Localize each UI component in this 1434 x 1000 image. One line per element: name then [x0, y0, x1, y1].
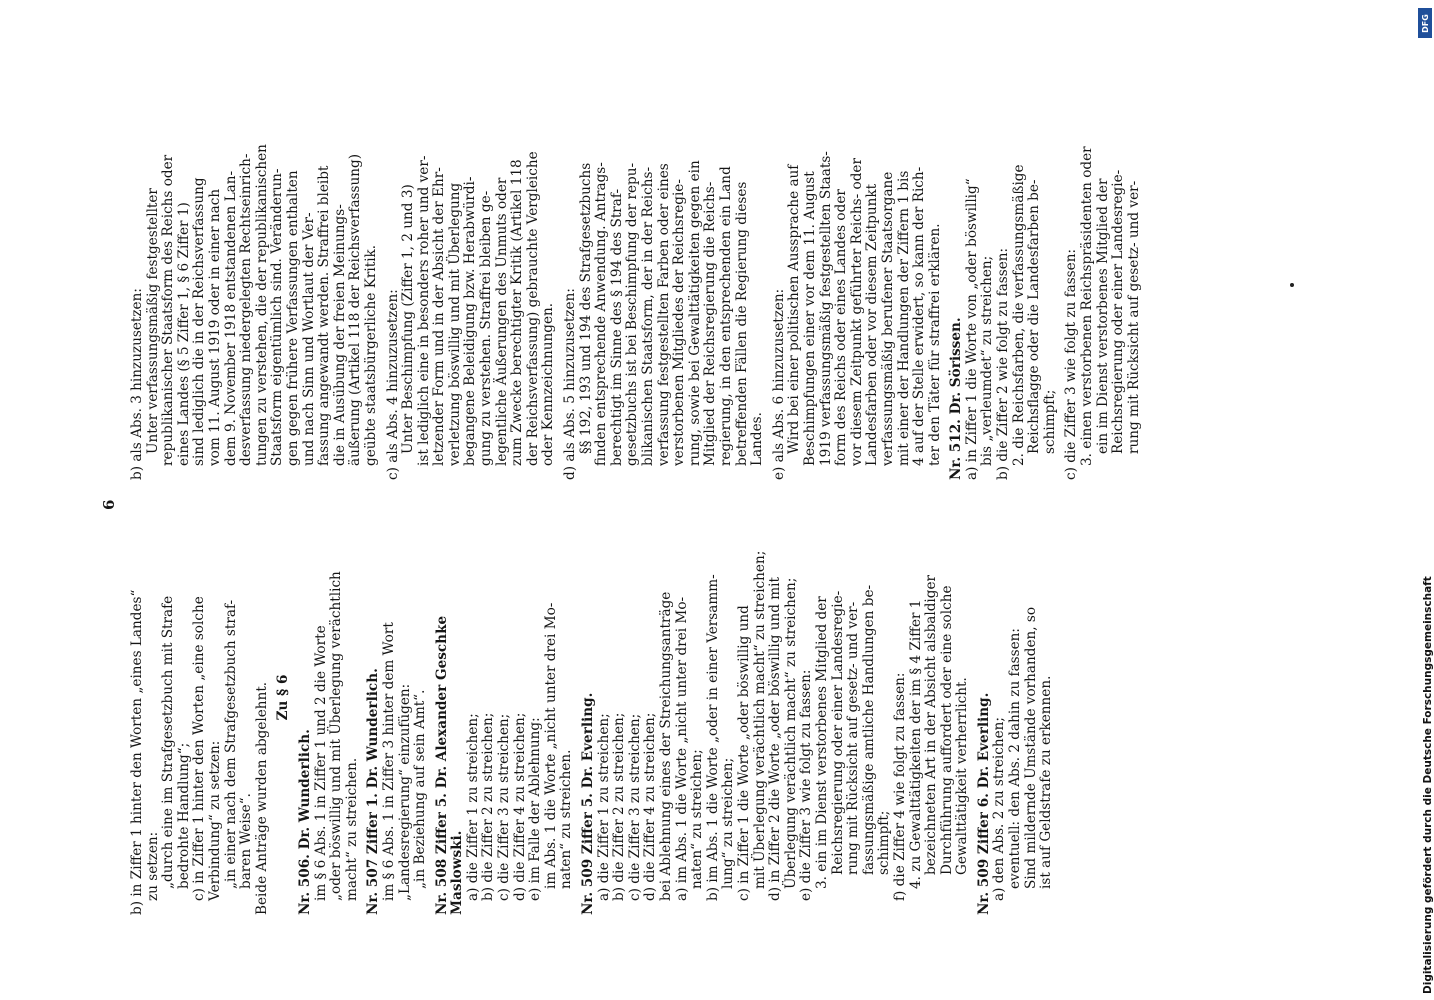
text-line: Beschimpfungen einer vor dem 11. August	[801, 171, 818, 466]
text-line: e) als Abs. 6 hinzuzusetzen:	[770, 288, 787, 480]
text-line: Nr. 506. Dr. Wunderlich.	[296, 729, 313, 915]
text-line: d) als Abs. 5 hinzuzusetzen:	[562, 288, 579, 480]
text-line: „in Beziehung auf sein Amt“.	[412, 689, 429, 889]
left-text-column	[130, 480, 1055, 915]
text-line: f) die Ziffer 4 wie folgt zu fassen:	[891, 672, 908, 901]
text-line: dem 9. November 1918 entstandenen Lan-	[222, 170, 239, 466]
text-line: d) in Ziffer 2 die Worte „oder böswillig und mit	[767, 577, 784, 901]
text-line: bedrohte Handlung“;	[175, 742, 192, 889]
text-line: b) die Ziffer 2 zu streichen;	[611, 712, 628, 901]
text-line: §§ 192, 193 und 194 des Strafgesetzbuchs	[577, 162, 594, 454]
text-line: sind lediglich die in der Reichsverfassung	[191, 177, 208, 466]
text-line: Nr. 509 Ziffer 6. Dr. Everling.	[975, 692, 992, 915]
text-line: fassungsmäßige amtliche Handlungen be-	[860, 584, 877, 875]
text-line: schimpft;	[1041, 389, 1058, 454]
text-line: naten“ zu streichen;	[689, 749, 706, 889]
text-line: verfassungsmäßig berufener Staatsorgane	[879, 171, 896, 466]
text-line: Reichsregierung oder einer Landesregie-	[1110, 169, 1127, 454]
text-line: b) in Ziffer 1 hinter den Worten „eines Landes“	[129, 589, 145, 915]
text-line: Reichsflagge oder die Landesfarben be-	[1026, 179, 1043, 454]
text-line: ter den Täter für straffrei erklären.	[926, 223, 943, 466]
text-line: ist auf Geldstrafe zu erkennen.	[1038, 675, 1055, 889]
text-line: Unter Beschimpfung (Ziffer 1, 2 und 3)	[400, 184, 417, 454]
text-line: form des Reichs oder eines Landes oder	[833, 189, 850, 466]
text-line: geübte staatsbürgerliche Kritik.	[362, 244, 379, 466]
text-line: vor diesem Zeitpunkt geführter Reichs- oder	[848, 158, 865, 466]
dfg-logo-icon	[1418, 8, 1432, 38]
text-line: Nr. 507 Ziffer 1. Dr. Wunderlich.	[365, 668, 382, 915]
text-line: macht“ zu streichen.	[343, 757, 360, 901]
text-line: c) die Ziffer 3 zu streichen;	[496, 713, 513, 901]
text-line: legentliche Äußerungen des Unmuts oder	[493, 177, 510, 466]
text-line: 1919 verfassungsmäßig festgestellten Staats-	[817, 151, 834, 466]
text-line: Reichsregierung oder einer Landesregie-	[829, 590, 846, 875]
text-line: der Reichsverfassung) gebrauchte Vergleiche	[524, 151, 541, 466]
text-line: a) in Ziffer 1 die Worte von „oder böswillig“	[963, 178, 980, 480]
text-line: zum Zwecke berechtigter Kritik (Artikel 118	[509, 159, 526, 466]
text-line: Staatsform eigentümlich sind. Veränderun-	[269, 168, 286, 466]
text-line: zu setzen:	[144, 831, 161, 901]
text-line: Wird bei einer politischen Aussprache auf	[786, 164, 803, 454]
text-line: im Abs. 1 die Worte „nicht unter drei Mo-	[542, 602, 559, 889]
text-line: Gewalttätigkeit verherrlicht.	[954, 677, 971, 875]
right-text-column	[130, 45, 1142, 480]
text-line: e) im Falle der Ablehnung:	[527, 717, 544, 901]
digitization-note: Digitalisierung gefördert durch die Deutsche Forschungsgemeinschaft	[1422, 576, 1434, 994]
text-line: 4 auf der Stelle erwidert, so kann der Rich-	[911, 166, 928, 466]
text-line: e) die Ziffer 3 wie folgt zu fassen:	[798, 669, 815, 901]
text-line: b) die Ziffer 2 zu streichen;	[480, 712, 497, 901]
text-line: 2. die Reichsfarben, die verfassungsmäßige	[1010, 164, 1027, 466]
text-line: tungen zu verstehen, die der republikanischen	[253, 144, 270, 466]
text-line: äußerung (Artikel 118 der Reichsverfassung)	[347, 153, 364, 466]
text-line: „in einer nach dem Strafgesetzbuch straf-	[222, 599, 239, 889]
text-line: a) die Ziffer 1 zu streichen;	[595, 713, 612, 901]
text-line: c) die Ziffer 3 zu streichen;	[626, 713, 643, 901]
text-line: im § 6 Abs. 1 in Ziffer 1 und 2 die Worte	[312, 625, 329, 901]
text-line: Maslowski.	[449, 830, 466, 915]
text-line: republikanischer Staatsform des Reichs oder	[160, 154, 177, 466]
text-line: die in Ausübung der freien Meinungs-	[331, 204, 348, 466]
text-line: ein im Dienst verstorbenes Mitglied der	[1094, 178, 1111, 454]
text-line: verfassung festgestellten Farben oder eines	[655, 163, 672, 466]
text-line: desverfassung niedergelegten Rechtseinrich-	[238, 153, 255, 466]
text-line: gen gegen frühere Verfassungen enthalten	[284, 170, 301, 466]
text-line: Überlegung verächtlich macht“ zu streichen;	[782, 577, 799, 889]
text-line: letzender Form und in der Absicht der Ehr-	[431, 167, 448, 466]
text-line: im § 6 Abs. 1 in Ziffer 3 hinter dem Wort	[380, 622, 397, 901]
text-line: Beide Anträge wurden abgelehnt.	[253, 681, 270, 915]
text-line: rung mit Rücksicht auf gesetz- und ver-	[1125, 180, 1142, 454]
text-line: a) im Abs. 1 die Worte „nicht unter drei Mo-	[673, 596, 690, 901]
text-line: blikanischen Staatsform, der in der Reichs-	[640, 166, 656, 466]
text-line: ist lediglich eine in besonders roher und ver-	[415, 155, 432, 466]
text-line: rung mit Rücksicht auf gesetz- und ver-	[845, 601, 862, 875]
text-line: bis „verleumdet“ zu streichen;	[979, 255, 996, 466]
text-line: Zu § 6	[275, 674, 292, 721]
text-line: rung, sowie bei Gewalttätigkeiten gegen ein	[686, 160, 703, 466]
text-line: gesetzbuchs ist bei Beschimpfung der repu-	[624, 162, 641, 466]
text-line: Mitglied der Reichsregierung die Reichs-	[702, 181, 719, 466]
dfg-logo-text: DFG	[1420, 13, 1430, 33]
text-line: bezeichneten Art in der Absicht alsbaldiger	[923, 574, 940, 875]
text-line: „Landesregierung“ einzufügen:	[396, 683, 413, 901]
text-line: c) in Ziffer 1 die Worte „oder böswillig und	[735, 605, 752, 901]
text-line: bei Ablehnung eines der Streichungsanträge	[658, 591, 674, 901]
text-line: „oder böswillig und mit Überlegung verächtlich	[328, 571, 345, 901]
text-line: lung“ zu streichen;	[720, 757, 737, 889]
text-line: Nr. 509 Ziffer 5. Dr. Everling.	[580, 692, 597, 915]
text-line: d) die Ziffer 4 zu streichen;	[642, 712, 659, 901]
text-line: Verbindung“ zu setzen:	[206, 740, 223, 901]
text-line: vom 11. August 1919 oder in einer nach	[206, 188, 223, 466]
text-line: c) als Abs. 4 hinzuzusetzen:	[384, 289, 401, 480]
scan-dot	[1290, 283, 1294, 287]
text-line: fassung angewandt werden. Straffrei bleibt	[316, 165, 333, 466]
text-line: Nr. 512. Dr. Sörissen.	[948, 317, 965, 480]
text-line: a) die Ziffer 1 zu streichen;	[464, 713, 481, 901]
text-line: baren Weise“.	[238, 793, 255, 889]
text-line: c) in Ziffer 1 hinter den Worten „eine solche	[191, 596, 208, 901]
text-line: mit einer der Handlungen der Ziffern 1 bis	[895, 170, 912, 466]
text-line: 3. ein im Dienst verstorbenes Mitglied der	[813, 596, 830, 889]
text-line: b) die Ziffer 2 wie folgt zu fassen:	[995, 247, 1012, 480]
text-line: Sind mildernde Umstände vorhanden, so	[1022, 606, 1039, 889]
text-line: 4. zu Gewalttätigkeiten der im § 4 Ziffer 1	[907, 599, 924, 889]
text-line: finden entsprechende Anwendung. Antrags-	[593, 162, 610, 466]
text-line: a) den Abs. 2 zu streichen;	[991, 717, 1008, 901]
text-line: mit Überlegung verächtlich macht“ zu streichen;	[751, 550, 768, 889]
text-line: naten“ zu streichen.	[558, 749, 575, 889]
text-line: verletzung böswillig und mit Überlegung	[446, 182, 463, 466]
text-line: b) im Abs. 1 die Worte „oder in einer Versamm-	[704, 574, 721, 901]
text-line: eventuell: den Abs. 2 dahin zu fassen:	[1007, 627, 1024, 889]
text-line: betreffenden Fällen die Regierung dieses	[733, 181, 750, 466]
text-line: Landesfarben oder vor diesem Zeitpunkt	[864, 183, 881, 466]
text-line: Landes.	[749, 412, 766, 466]
text-line: „durch eine im Strafgesetzbuch mit Strafe	[160, 595, 177, 889]
text-line: oder Kennzeichnungen.	[540, 302, 557, 466]
page-number: 6	[100, 499, 118, 510]
text-line: eines Landes (§ 5 Ziffer 1, § 6 Ziffer 1)	[175, 202, 192, 466]
text-line: Unter verfassungsmäßig festgestellter	[144, 188, 161, 454]
text-line: gung zu verstehen. Straffrei bleiben ge-	[478, 190, 495, 466]
text-line: d) die Ziffer 4 zu streichen;	[511, 712, 528, 901]
text-line: c) die Ziffer 3 wie folgt zu fassen:	[1063, 248, 1080, 480]
text-line: Durchführung auffordert oder eine solche	[938, 585, 955, 875]
text-line: b) als Abs. 3 hinzuzusetzen:	[129, 288, 145, 480]
text-line: regierung, in den entsprechenden ein Land	[717, 166, 734, 466]
text-line: und nach Sinn und Wortlaut der Ver-	[300, 212, 317, 466]
text-line: 3. einen verstorbenen Reichspräsidenten oder	[1079, 146, 1096, 466]
text-line: verstorbenen Mitgliedes der Reichsregie-	[671, 179, 688, 466]
text-line: schimpft;	[876, 810, 893, 875]
text-line: begangene Beleidigung bzw. Herabwürdi-	[462, 176, 479, 466]
rotated-document-page	[60, 25, 1350, 965]
text-line: berechtigt im Sinne des § 194 des Straf-	[608, 188, 625, 466]
text-line: Nr. 508 Ziffer 5. Dr. Alexander Geschke	[433, 615, 450, 915]
